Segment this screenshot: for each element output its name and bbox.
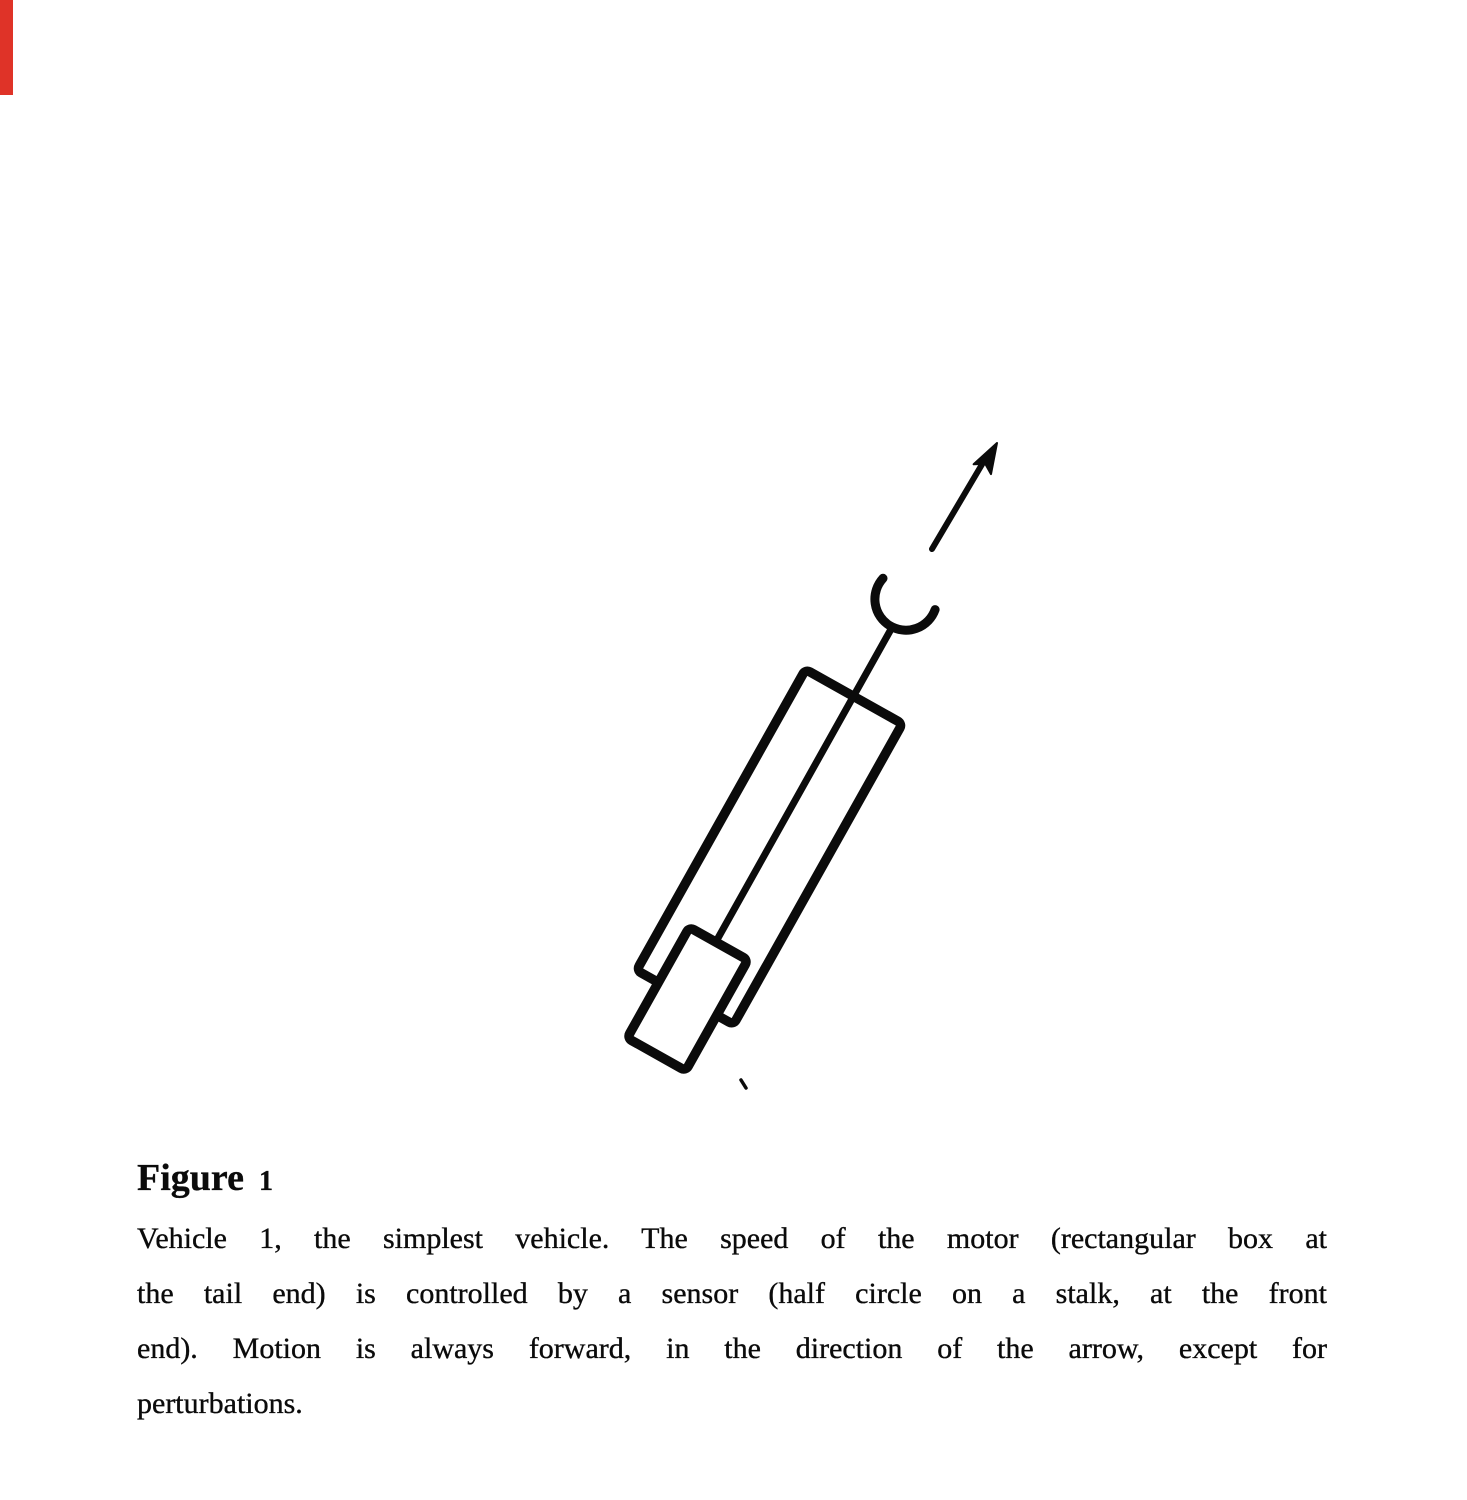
caption-line-3: end). Motion is always forward, in the direction of the arrow, except for bbox=[137, 1332, 1327, 1365]
red-scan-mark bbox=[0, 0, 13, 95]
caption-line-4: perturbations. bbox=[137, 1387, 303, 1420]
sensor-half-circle bbox=[875, 578, 935, 630]
caption-line-1: Vehicle 1, the simplest vehicle. The speed of the motor (rectangular box at bbox=[137, 1222, 1327, 1255]
direction-arrow-shaft bbox=[932, 461, 984, 549]
caption-line-2: the tail end) is controlled by a sensor (half circle on a stalk, at the front bbox=[137, 1277, 1327, 1310]
figure-caption bbox=[137, 1211, 1327, 1431]
figure-heading bbox=[137, 1158, 273, 1202]
ink-speck bbox=[741, 1080, 746, 1088]
figure-heading-number: 1 bbox=[258, 1166, 273, 1197]
figure-heading-label: Figure bbox=[137, 1157, 244, 1199]
